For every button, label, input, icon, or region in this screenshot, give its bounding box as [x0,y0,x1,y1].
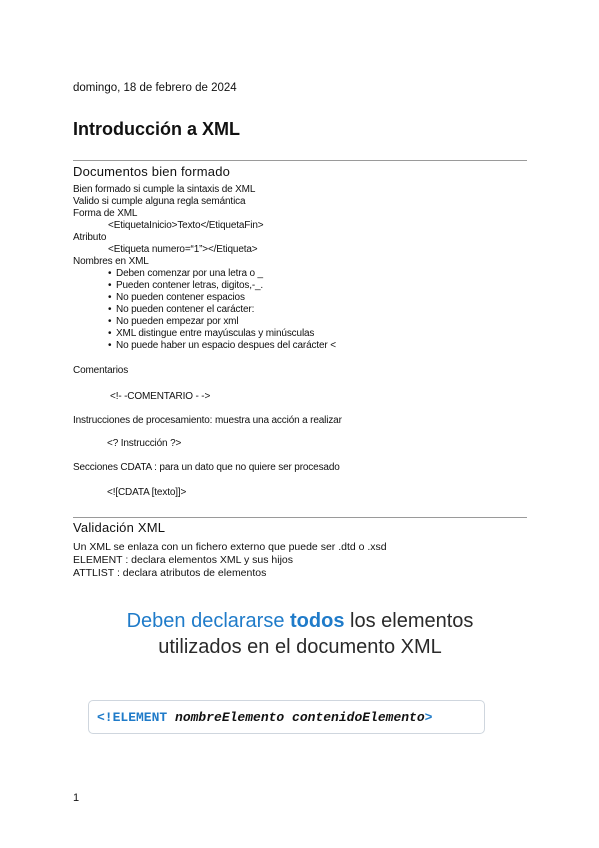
section-body-documentos [73,184,336,352]
bullet-icon: • [108,280,112,291]
section-divider [73,160,527,161]
section-heading-documentos: Documentos bien formado [73,164,231,179]
instrucciones-label: Instrucciones de procesamiento: muestra una acción a realizar [73,415,342,426]
bullet-icon: • [108,304,112,315]
list-item [73,328,336,340]
slide-caption-prefix: Deben declararse [126,610,291,632]
cdata-example: <![CDATA [texto]]> [107,487,187,498]
list-item [73,268,336,280]
page-title: Introducción a XML [73,119,241,139]
text-line: Forma de XML [73,208,138,219]
section-heading-validacion: Validación XML [73,520,166,535]
list-item-text: No pueden contener espacios [116,292,245,303]
list-item [73,304,336,316]
section-divider [73,517,527,518]
code-arguments: nombreElemento contenidoElemento [175,709,425,725]
list-item [73,316,336,328]
section-body-validacion [73,541,387,580]
slide-caption-line [60,608,540,634]
text-line: Atributo [73,232,107,243]
bullet-icon: • [108,292,112,303]
list-item-text: Pueden contener letras, digitos,-_. [116,280,264,291]
code-example: <Etiqueta numero=“1”></Etiqueta> [108,244,258,255]
bullet-icon: • [108,340,112,351]
list-item-text: No pueden contener el carácter: [116,304,255,315]
page-number: 1 [73,792,80,804]
slide-caption-line: utilizados en el documento XML [158,636,442,658]
text-line: ATTLIST : declara atributos de elementos [73,567,267,579]
comentarios-label: Comentarios [73,365,129,376]
slide-caption-suffix: los elementos [344,610,474,632]
list-item-text: No puede haber un espacio despues del carácter < [116,340,336,351]
list-item [73,280,336,292]
comentario-example: <!- -COMENTARIO - -> [110,391,211,402]
text-line: Un XML se enlaza con un fichero externo que puede ser .dtd o .xsd [73,541,387,553]
bullet-icon: • [108,316,112,327]
cdata-label: Secciones CDATA : para un dato que no quiere ser procesado [73,462,340,473]
list-item-text: Deben comenzar por una letra o _ [116,268,263,279]
bullet-icon: • [108,328,112,339]
slide-caption-emphasis: todos [290,610,345,632]
text-line: ELEMENT : declara elementos XML y sus hijos [73,554,294,566]
text-line: Bien formado si cumple la sintaxis de XML [73,184,256,195]
list-item-text: XML distingue entre mayúsculas y minúsculas [116,328,315,339]
page-date: domingo, 18 de febrero de 2024 [73,82,237,94]
text-line: Valido si cumple alguna regla semántica [73,196,246,207]
text-line: Nombres en XML [73,256,149,267]
slide-caption [60,608,540,660]
code-close: > [424,709,433,725]
list-item [73,340,336,352]
code-keyword: <!ELEMENT [97,709,176,725]
instruccion-example: <? Instrucción ?> [107,438,182,449]
bullet-icon: • [108,268,112,279]
list-item-text: No pueden empezar por xml [116,316,239,327]
element-syntax-code [97,710,432,725]
code-example: <EtiquetaInicio>Texto</EtiquetaFin> [108,220,264,231]
element-syntax-box [88,700,485,734]
list-item [73,292,336,304]
